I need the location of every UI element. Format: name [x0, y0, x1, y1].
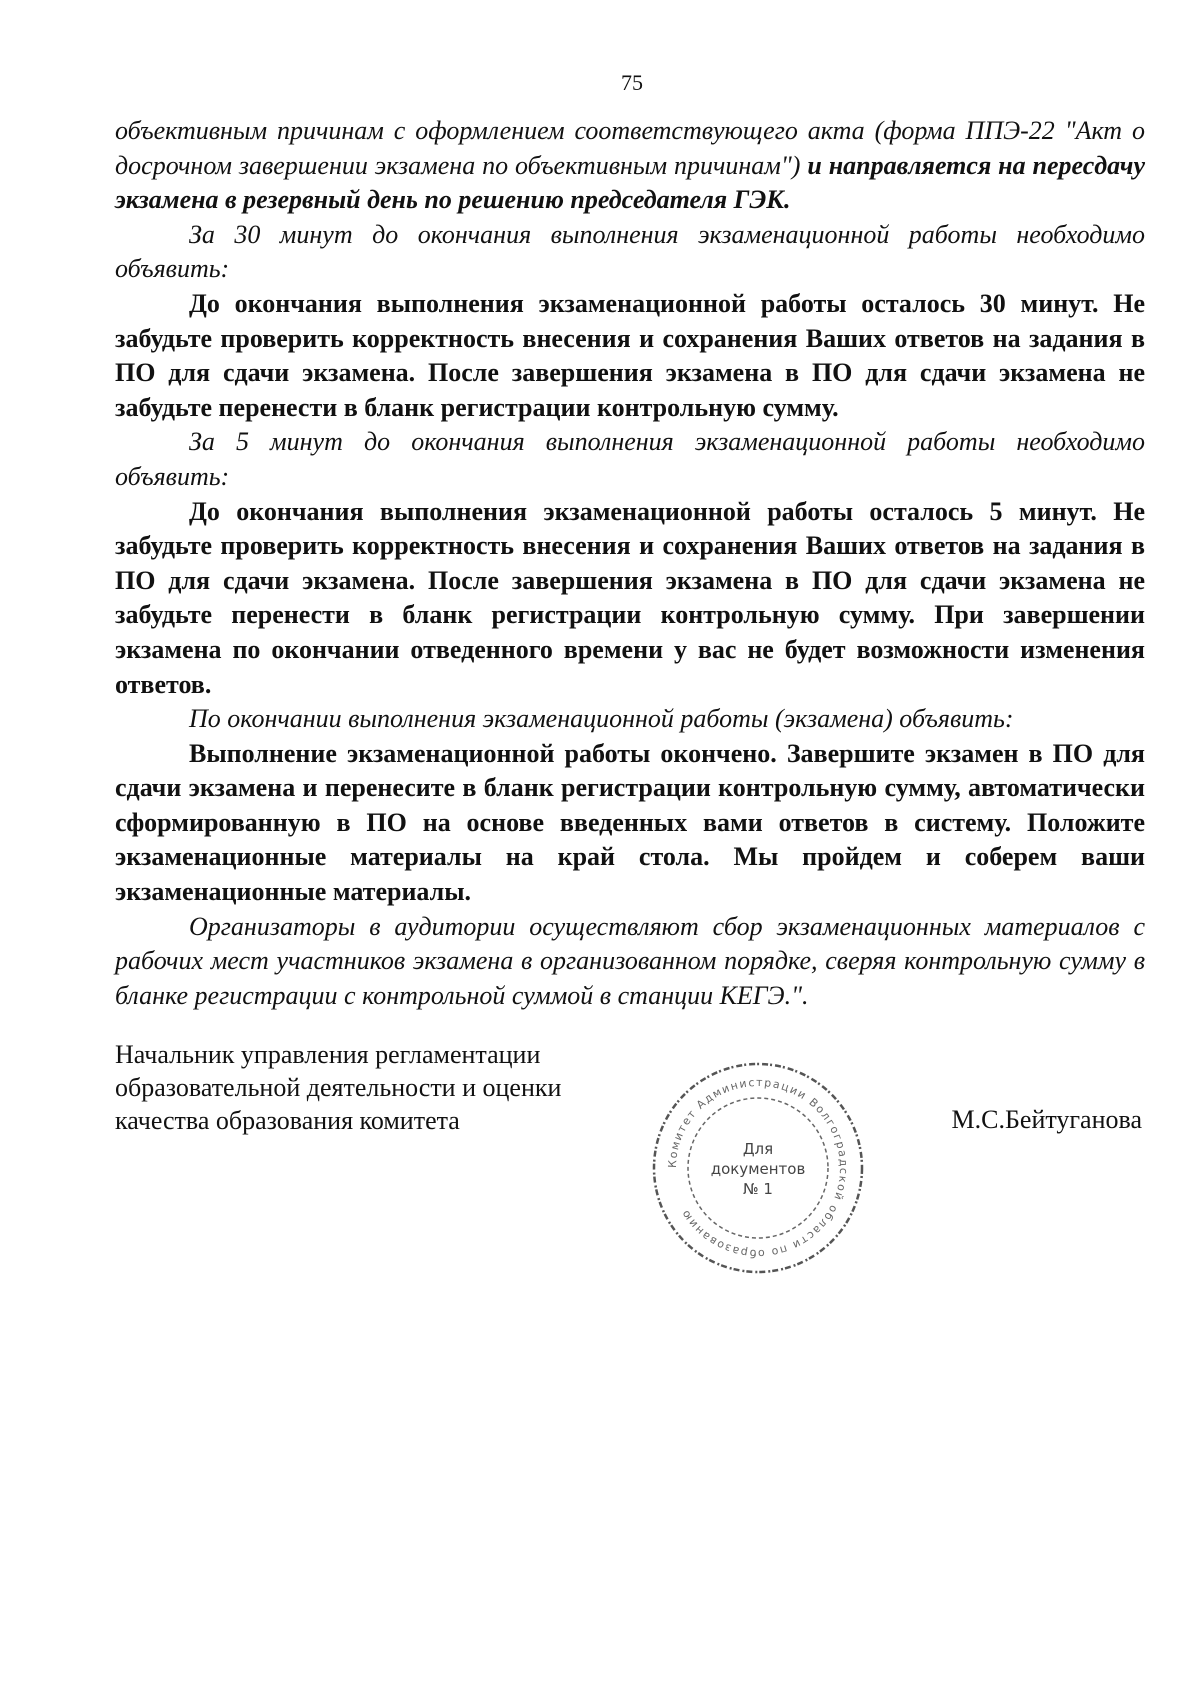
page-number: 75 — [621, 70, 643, 95]
stamp-center-line-2: документов — [710, 1160, 806, 1178]
paragraph-2: За 30 минут до окончания выполнения экзаменационной работы необходимо объявить: — [115, 219, 1145, 284]
paragraph-1-bold: и направляется на пересдачу экзамена в резервный день по решению председателя ГЭК. — [115, 150, 1145, 215]
stamp-center-line-1: Для — [742, 1140, 774, 1158]
signature-title-line-2: образовательной деятельности и оценки — [115, 1073, 562, 1102]
signature-title — [115, 1038, 561, 1137]
paragraph-1 — [115, 114, 1145, 218]
stamp-ring-text: Комитет Администрации Волгоградской области по образованию — [665, 1075, 851, 1261]
paragraph-8: Организаторы в аудитории осуществляют сбор экзаменационных материалов с рабочих мест участников экзамена в организованном порядке, сверяя контрольную сумму в бланке регистрации с контрольной суммой в станции КЕГЭ.". — [115, 911, 1145, 1010]
signatory-name: М.С.Бейтуганова — [951, 1105, 1142, 1134]
signature-title-line-1: Начальник управления регламентации — [115, 1040, 541, 1069]
paragraph-4: За 5 минут до окончания выполнения экзаменационной работы необходимо объявить: — [115, 427, 1145, 491]
signature-title-line-3: качества образования комитета — [115, 1106, 460, 1135]
paragraph-5: До окончания выполнения экзаменационной работы осталось 5 минут. Не забудьте проверить корректность внесения и сохранения Ваших ответов на задания в ПО для сдачи экзамена. После завершения экзамена в ПО для сдачи экзамена не забудьте перенести в бланк регистрации контрольную сумму. При завершении экзамена по окончании отведенного времени у вас не будет возможности изменения ответов. — [115, 496, 1145, 699]
document-body — [115, 114, 1145, 1013]
paragraph-6: По окончании выполнения экзаменационной работы (экзамена) объявить: — [189, 704, 1014, 734]
paragraph-7: Выполнение экзаменационной работы окончено. Завершите экзамен в ПО для сдачи экзамена и перенесите в бланк регистрации контрольную сумму, автоматически сформированную в ПО на основе введенных вами ответов в систему. Положите экзаменационные материалы на край стола. Мы пройдем и соберем ваши экзаменационные материалы. — [115, 738, 1145, 907]
stamp-center-line-3: № 1 — [743, 1180, 773, 1198]
paragraph-1-italic: объективным причинам с оформлением соответствующего акта (форма ППЭ-22 "Акт о досрочном завершении экзамена по объективным причинам") — [115, 116, 1145, 180]
paragraph-3: До окончания выполнения экзаменационной работы осталось 30 минут. Не забудьте проверить корректность внесения и сохранения Ваших ответов на задания в ПО для сдачи экзамена. После завершения экзамена в ПО для сдачи экзамена не забудьте перенести в бланк регистрации контрольную сумму. — [115, 288, 1145, 422]
official-stamp — [650, 1060, 866, 1276]
